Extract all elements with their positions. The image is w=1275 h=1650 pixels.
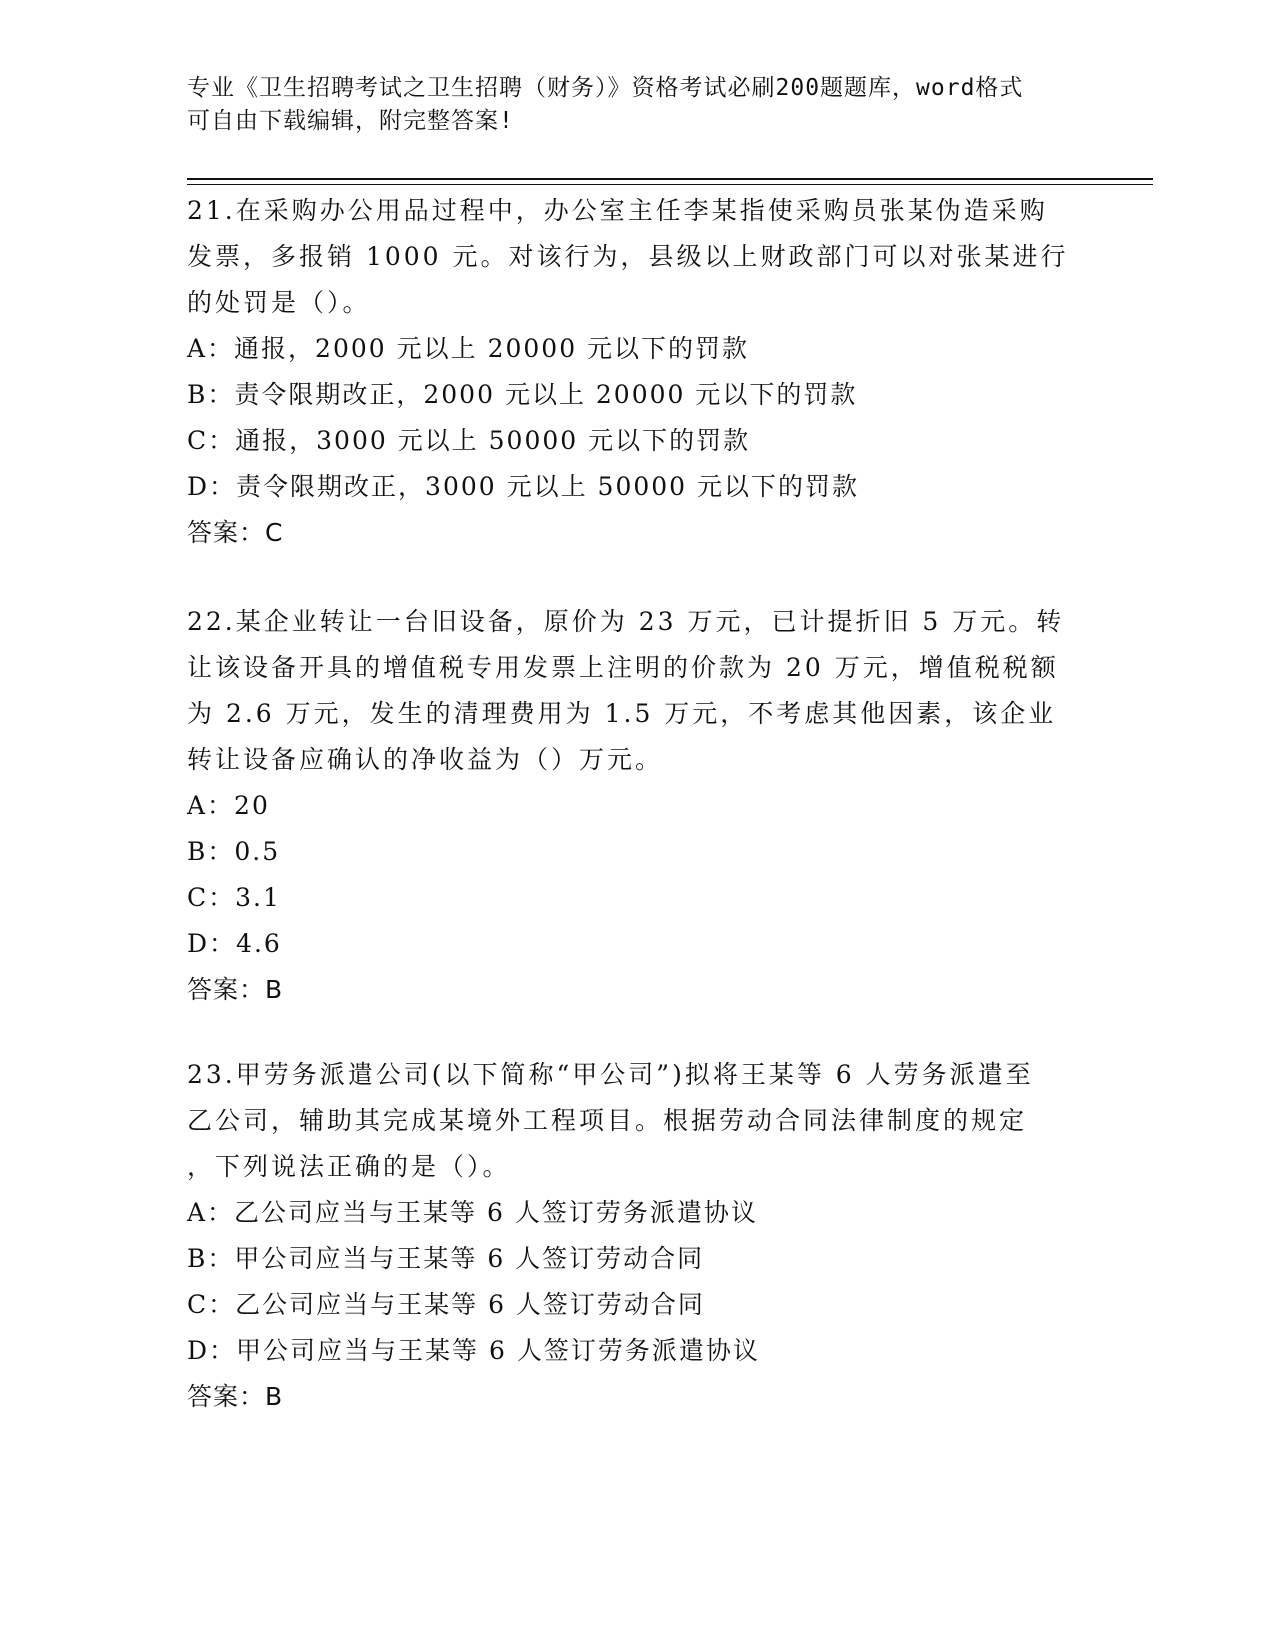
option-a: A：20 [187, 791, 270, 820]
option-d: D：责令限期改正，3000 元以上 50000 元以下的罚款 [187, 472, 860, 501]
question-line: 让该设备开具的增值税专用发票上注明的价款为 20 万元，增值税税额 [187, 653, 1059, 682]
question-line: 转让设备应确认的净收益为（）万元。 [187, 745, 664, 774]
option-d: D：4.6 [187, 929, 282, 958]
option-a: A：通报，2000 元以上 20000 元以下的罚款 [187, 334, 750, 363]
option-b: B：责令限期改正，2000 元以上 20000 元以下的罚款 [187, 380, 858, 409]
answer: 答案：B [187, 1382, 284, 1411]
question-stem [187, 599, 1087, 783]
header-line-1: 专业《卫生招聘考试之卫生招聘（财务）》资格考试必刷200题题库，word格式 [187, 75, 1024, 101]
header-rule-thick [187, 178, 1153, 180]
option-a: A：乙公司应当与王某等 6 人签订劳务派遣协议 [187, 1198, 758, 1227]
option-d: D：甲公司应当与王某等 6 人签订劳务派遣协议 [187, 1336, 760, 1365]
option-list [187, 326, 1087, 510]
question-line: 为 2.6 万元，发生的清理费用为 1.5 万元，不考虑其他因素，该企业 [187, 699, 1057, 728]
question-line: 的处罚是（）。 [187, 288, 371, 317]
question-line: 22.某企业转让一台旧设备，原价为 23 万元，已计提折旧 5 万元。转 [187, 607, 1065, 636]
question-line: 21.在采购办公用品过程中，办公室主任李某指使采购员张某伪造采购 [187, 196, 1048, 225]
option-c: C：乙公司应当与王某等 6 人签订劳动合同 [187, 1290, 705, 1319]
question-21 [187, 188, 1087, 556]
option-b: B：甲公司应当与王某等 6 人签订劳动合同 [187, 1244, 705, 1273]
option-c: C：通报，3000 元以上 50000 元以下的罚款 [187, 426, 751, 455]
question-line: 23.甲劳务派遣公司(以下简称“甲公司”)拟将王某等 6 人劳务派遣至 [187, 1060, 1034, 1089]
answer: 答案：B [187, 975, 284, 1004]
header-line-2: 可自由下载编辑，附完整答案! [187, 108, 514, 134]
header-rule-thin [187, 184, 1153, 185]
question-stem [187, 188, 1087, 326]
question-stem [187, 1052, 1087, 1190]
question-line: 乙公司，辅助其完成某境外工程项目。根据劳动合同法律制度的规定 [187, 1106, 1028, 1135]
option-b: B：0.5 [187, 837, 281, 866]
option-list [187, 1190, 1087, 1374]
option-c: C：3.1 [187, 883, 281, 912]
question-23 [187, 1052, 1087, 1420]
option-list [187, 783, 1087, 967]
question-line: ，下列说法正确的是（）。 [187, 1152, 511, 1181]
answer: 答案：C [187, 518, 284, 547]
document-header [187, 72, 1067, 138]
question-line: 发票，多报销 1000 元。对该行为，县级以上财政部门可以对张某进行 [187, 242, 1069, 271]
question-22 [187, 599, 1087, 1013]
